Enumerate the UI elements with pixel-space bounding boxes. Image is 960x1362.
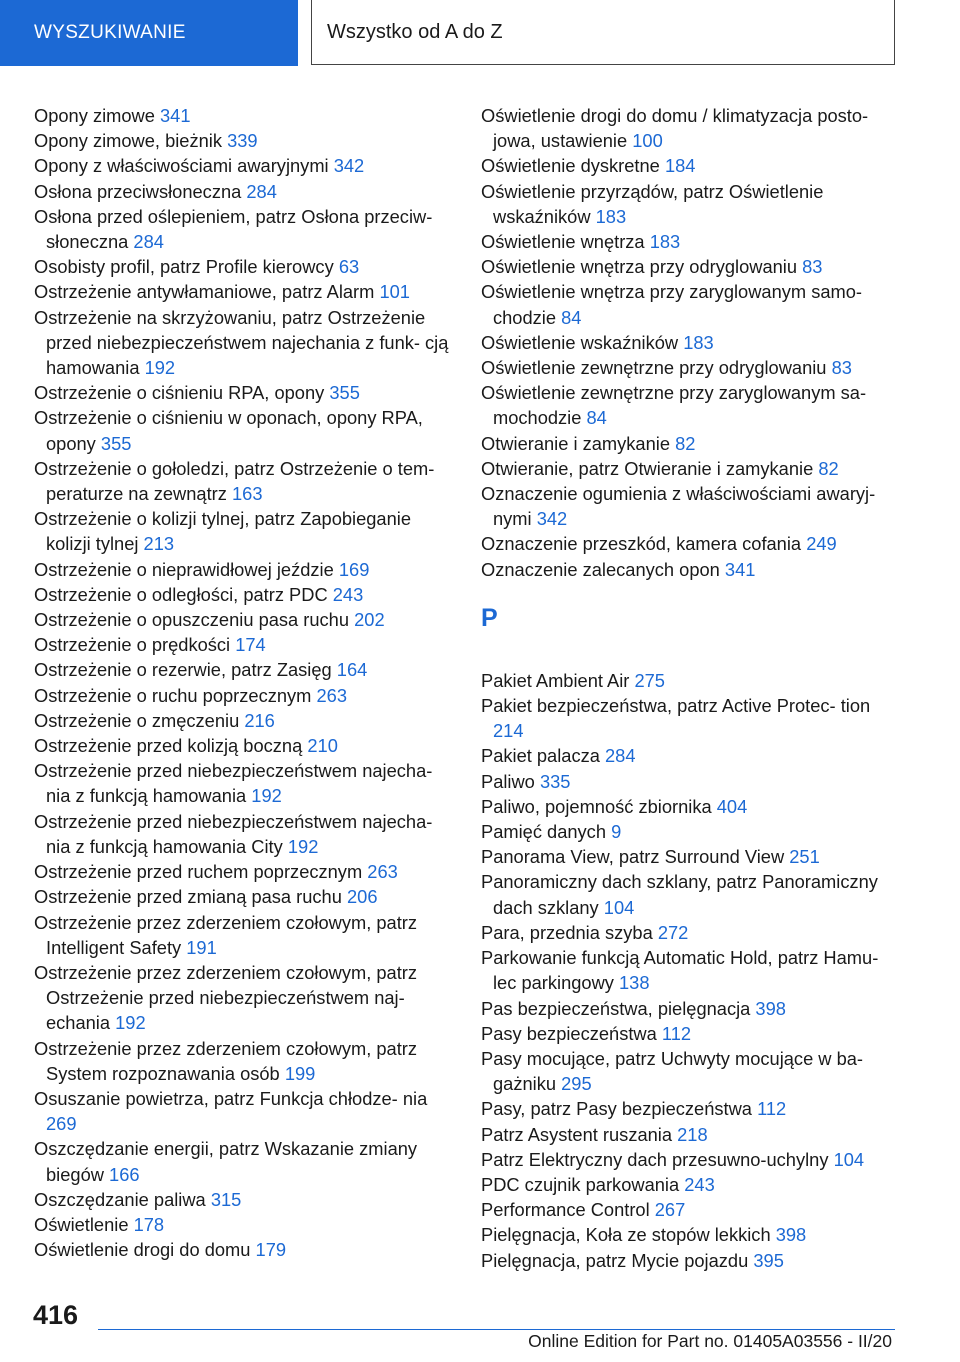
index-entry-page-link[interactable]: 178	[133, 1213, 165, 1235]
index-entry-page-link[interactable]: 342	[333, 155, 365, 177]
index-entry-text: Oznaczenie ogumienia z właściwościami awaryj‐ nymi	[481, 483, 876, 530]
index-entry-page-link[interactable]: 335	[539, 770, 571, 792]
index-entry-text: Ostrzeżenie o odległości, patrz PDC	[34, 583, 328, 605]
index-entry-text: Pasy, patrz Pasy bezpieczeństwa	[481, 1098, 752, 1120]
index-entry	[481, 844, 901, 869]
index-entry	[481, 456, 901, 481]
index-entry-page-link[interactable]: 101	[379, 281, 410, 303]
index-entry-text: Ostrzeżenie o nieprawidłowej jeździe	[34, 558, 334, 580]
index-entry-page-link[interactable]: 166	[109, 1163, 140, 1185]
index-entry-text: Ostrzeżenie przed niebezpieczeństwem najecha‐ nia z funkcją hamowania City	[34, 810, 433, 857]
index-entry-text: Oświetlenie dyskretne	[481, 155, 660, 177]
index-entry-page-link[interactable]: 251	[789, 846, 820, 868]
index-entry	[481, 153, 901, 178]
index-entry-page-link[interactable]: 192	[287, 835, 319, 857]
index-entry-page-link[interactable]: 164	[336, 659, 368, 681]
index-entry	[481, 1248, 901, 1273]
index-entry	[481, 1172, 901, 1197]
index-entry-text: Oświetlenie wskaźników	[481, 331, 679, 353]
index-entry	[34, 683, 452, 708]
index-entry	[481, 431, 901, 456]
index-entry-text: Ostrzeżenie przed ruchem poprzecznym	[34, 861, 363, 883]
header-bar	[0, 0, 960, 66]
tab-a-to-z[interactable]: Wszystko od A do Z	[311, 0, 895, 65]
index-entry-page-link[interactable]: 249	[806, 533, 837, 555]
index-entry-text: Pas bezpieczeństwa, pielęgnacja	[481, 997, 751, 1019]
index-group-o	[481, 103, 901, 582]
index-entry-text: Panorama View, patrz Surround View	[481, 846, 785, 868]
index-entry-page-link[interactable]: 284	[246, 180, 277, 202]
index-entry-text: Pamięć danych	[481, 821, 606, 843]
index-entry	[481, 254, 901, 279]
index-entry-text: Oszczędzanie energii, patrz Wskazanie zmiany biegów	[34, 1138, 418, 1185]
index-entry-text: Oświetlenie zewnętrzne przy zaryglowanym sa‐ mochodzie	[481, 382, 867, 429]
index-entry-text: Oszczędzanie paliwa	[34, 1188, 206, 1210]
index-entry	[34, 279, 452, 304]
index-entry-page-link[interactable]: 275	[634, 669, 665, 691]
index-entry-page-link[interactable]: 192	[115, 1012, 146, 1034]
index-entry	[34, 305, 452, 381]
index-entry-text: Oświetlenie przyrządów, patrz Oświetlenie wskaźników	[481, 180, 824, 227]
index-entry	[481, 869, 901, 919]
index-entry-page-link[interactable]: 163	[231, 483, 263, 505]
index-entry-page-link[interactable]: 191	[186, 936, 217, 958]
index-entry	[481, 743, 901, 768]
index-entry-text: Para, przednia szyba	[481, 921, 653, 943]
index-entry-page-link[interactable]: 206	[346, 886, 378, 908]
index-entry-text: Parkowanie funkcją Automatic Hold, patrz Hamu‐ lec parkingowy	[481, 947, 879, 994]
index-entry-page-link[interactable]: 104	[833, 1148, 865, 1170]
index-entry-page-link[interactable]: 218	[677, 1123, 708, 1145]
index-entry	[34, 1237, 452, 1262]
index-entry	[481, 668, 901, 693]
index-entry	[481, 996, 901, 1021]
index-entry-page-link[interactable]: 263	[367, 861, 398, 883]
index-entry	[34, 733, 452, 758]
index-entry-page-link[interactable]: 269	[46, 1113, 77, 1135]
index-entry-text: Osuszanie powietrza, patrz Funkcja chłodze‐ nia	[34, 1087, 428, 1109]
index-entry-page-link[interactable]: 179	[255, 1239, 287, 1261]
index-entry	[481, 1222, 901, 1247]
index-entry	[34, 632, 452, 657]
index-entry-page-link[interactable]: 210	[307, 735, 338, 757]
index-entry	[481, 330, 901, 355]
index-entry	[34, 809, 452, 859]
index-group-p	[481, 668, 901, 1273]
index-entry	[481, 945, 901, 995]
index-entry-text: Oświetlenie wnętrza przy zaryglowanym samo‐ chodzie	[481, 281, 862, 328]
index-entry-page-link[interactable]: 100	[632, 130, 663, 152]
index-entry	[34, 128, 452, 153]
index-entry-text: Ostrzeżenie przed kolizją boczną	[34, 735, 303, 757]
index-entry-text: Performance Control	[481, 1199, 650, 1221]
index-entry-text: Osobisty profil, patrz Profile kierowcy	[34, 256, 334, 278]
index-entry-page-link[interactable]: 284	[605, 745, 636, 767]
index-entry-page-link[interactable]: 267	[654, 1199, 686, 1221]
index-entry-text: Ostrzeżenie przez zderzeniem czołowym, patrz Intelligent Safety	[34, 911, 418, 958]
index-entry-text: Ostrzeżenie o kolizji tylnej, patrz Zapobieganie kolizji tylnej	[34, 508, 411, 555]
index-entry	[34, 380, 452, 405]
index-entry	[481, 531, 901, 556]
index-entry-text: Pielęgnacja, Koła ze stopów lekkich	[481, 1224, 771, 1246]
index-entry-page-link[interactable]: 183	[649, 231, 681, 253]
index-entry	[481, 693, 901, 743]
index-entry-page-link[interactable]: 398	[775, 1224, 807, 1246]
index-entry-page-link[interactable]: 83	[831, 357, 852, 379]
index-entry-text: Ostrzeżenie przed niebezpieczeństwem najecha‐ nia z funkcją hamowania	[34, 760, 433, 807]
index-entry	[481, 179, 901, 229]
page-number: 416	[33, 1300, 79, 1330]
letter-heading: P	[481, 603, 498, 632]
index-entry-text: Paliwo, pojemność zbiornika	[481, 795, 712, 817]
index-entry	[34, 884, 452, 909]
index-entry	[34, 1036, 452, 1086]
index-entry	[34, 657, 452, 682]
index-entry-page-link[interactable]: 355	[329, 382, 360, 404]
index-entry	[34, 153, 452, 178]
index-entry	[34, 405, 452, 455]
index-entry-page-link[interactable]: 174	[235, 634, 266, 656]
index-entry-page-link[interactable]: 138	[619, 972, 650, 994]
index-entry	[481, 794, 901, 819]
index-entry-text: Oświetlenie drogi do domu / klimatyzacja posto‐ jowa, ustawienie	[481, 105, 869, 152]
index-entry-page-link[interactable]: 272	[657, 921, 689, 943]
index-entry-page-link[interactable]: 192	[144, 357, 176, 379]
index-entry-text: Paliwo	[481, 770, 535, 792]
index-entry-page-link[interactable]: 82	[675, 432, 696, 454]
index-entry-page-link[interactable]: 82	[818, 457, 839, 479]
index-entry	[34, 708, 452, 733]
index-entry-page-link[interactable]: 404	[716, 795, 748, 817]
index-entry	[481, 1197, 901, 1222]
index-entry	[34, 859, 452, 884]
index-entry-text: Patrz Asystent ruszania	[481, 1123, 673, 1145]
index-entry-page-link[interactable]: 339	[227, 130, 258, 152]
index-entry	[34, 607, 452, 632]
index-entry	[481, 1147, 901, 1172]
index-entry-text: Pasy mocujące, patrz Uchwyty mocujące w ba‐ gażniku	[481, 1047, 864, 1095]
index-entry	[34, 582, 452, 607]
index-entry	[481, 380, 901, 430]
footer-divider	[98, 1329, 895, 1330]
index-entry	[34, 506, 452, 556]
index-entry	[481, 1046, 901, 1096]
index-entry-text: Oznaczenie zalecanych opon	[481, 558, 720, 580]
index-entry-page-link[interactable]: 398	[755, 997, 786, 1019]
index-entry-text: Osłona przed oślepieniem, patrz Osłona przeciw‐ słoneczna	[34, 205, 433, 253]
index-entry-page-link[interactable]: 112	[661, 1022, 692, 1044]
index-entry	[481, 769, 901, 794]
index-entry-page-link[interactable]: 183	[683, 331, 714, 353]
index-entry	[34, 1136, 452, 1186]
index-entry	[481, 229, 901, 254]
index-entry	[481, 1096, 901, 1121]
index-entry-text: Ostrzeżenie na skrzyżowaniu, patrz Ostrzeżenie przed niebezpieczeństwem najechania z funk‐ cją hamowania	[34, 306, 449, 379]
index-entry-text: Ostrzeżenie o gołoledzi, patrz Ostrzeżenie o tem‐ peraturze na zewnątrz	[34, 457, 435, 505]
index-entry-text: Panoramiczny dach szklany, patrz Panoramiczny dach szklany	[481, 871, 878, 918]
index-column-left	[34, 103, 452, 1262]
index-entry-text: Oznaczenie przeszkód, kamera cofania	[481, 533, 802, 555]
index-entry	[481, 103, 901, 153]
index-entry	[481, 279, 901, 329]
index-entry-page-link[interactable]: 199	[284, 1062, 316, 1084]
index-entry-page-link[interactable]: 341	[160, 105, 191, 126]
index-entry	[34, 557, 452, 582]
index-entry-page-link[interactable]: 295	[561, 1073, 592, 1095]
index-entry-text: Ostrzeżenie o prędkości	[34, 634, 231, 656]
index-entry	[481, 819, 901, 844]
index-entry-text: Otwieranie i zamykanie	[481, 432, 670, 454]
index-entry	[34, 204, 452, 254]
index-entry	[481, 1122, 901, 1147]
index-entry-page-link[interactable]: 112	[757, 1098, 787, 1120]
index-entry-page-link[interactable]: 184	[664, 155, 696, 177]
index-entry-page-link[interactable]: 355	[100, 432, 132, 454]
index-entry-text: Ostrzeżenie o ciśnieniu w oponach, opony RPA, opony	[34, 407, 423, 454]
index-entry-text: Pasy bezpieczeństwa	[481, 1022, 657, 1044]
index-entry-text: Oświetlenie zewnętrzne przy odryglowaniu	[481, 357, 827, 379]
index-entry	[34, 254, 452, 279]
index-entry-page-link[interactable]: 183	[595, 205, 627, 227]
index-entry-page-link[interactable]: 243	[332, 583, 364, 605]
index-entry-text: Oświetlenie wnętrza przy odryglowaniu	[481, 256, 798, 278]
index-entry-text: Opony zimowe	[34, 105, 155, 126]
index-entry-text: Ostrzeżenie o opuszczeniu pasa ruchu	[34, 609, 350, 631]
index-entry-page-link[interactable]: 9	[611, 821, 622, 843]
index-entry-text: Otwieranie, patrz Otwieranie i zamykanie	[481, 457, 814, 479]
index-entry	[34, 1187, 452, 1212]
index-entry-text: Ostrzeżenie o rezerwie, patrz Zasięg	[34, 659, 332, 681]
index-entry-text: PDC czujnik parkowania	[481, 1173, 680, 1195]
index-entry	[34, 910, 452, 960]
index-entry-text: Opony zimowe, bieżnik	[34, 130, 222, 152]
index-entry	[34, 758, 452, 808]
index-entry-text: Ostrzeżenie o ruchu poprzecznym	[34, 684, 312, 706]
index-entry-page-link[interactable]: 84	[561, 306, 582, 328]
index-entry-text: Ostrzeżenie o ciśnieniu RPA, opony	[34, 382, 325, 404]
index-entry	[481, 557, 901, 582]
index-entry-page-link[interactable]: 263	[316, 684, 347, 706]
index-entry-text: Ostrzeżenie antywłamaniowe, patrz Alarm	[34, 281, 375, 303]
index-entry-text: Patrz Elektryczny dach przesuwno-uchylny	[481, 1148, 829, 1170]
footer-edition-text: Online Edition for Part no. 01405A03556 - II/20	[528, 1331, 892, 1351]
index-entry-text: Ostrzeżenie przez zderzeniem czołowym, patrz Ostrzeżenie przed niebezpieczeństwem naj‐ echania	[34, 961, 418, 1034]
index-entry-page-link[interactable]: 63	[338, 256, 360, 278]
index-entry	[34, 960, 452, 1036]
index-entry-page-link[interactable]: 216	[244, 709, 275, 731]
index-entry-text: Oświetlenie wnętrza	[481, 231, 645, 253]
index-entry-text: Oświetlenie drogi do domu	[34, 1239, 251, 1261]
index-entry	[34, 1212, 452, 1237]
index-entry-page-link[interactable]: 83	[802, 256, 823, 278]
tab-search[interactable]: WYSZUKIWANIE	[0, 0, 298, 66]
index-entry-text: Oświetlenie	[34, 1213, 129, 1235]
index-entry-page-link[interactable]: 202	[354, 609, 385, 631]
index-entry-page-link[interactable]: 169	[338, 558, 370, 580]
index-entry-page-link[interactable]: 284	[133, 231, 164, 253]
index-entry-page-link[interactable]: 214	[493, 720, 524, 742]
index-entry-text: Ostrzeżenie o zmęczeniu	[34, 709, 240, 731]
index-entry-page-link[interactable]: 84	[586, 407, 607, 429]
index-entry	[34, 1086, 452, 1136]
index-entry	[34, 179, 452, 204]
index-entry	[34, 103, 452, 128]
index-entry-page-link[interactable]: 213	[143, 533, 175, 555]
index-entry	[481, 1021, 901, 1046]
index-entry-text: Pakiet Ambient Air	[481, 669, 630, 691]
index-entry-text: Pielęgnacja, patrz Mycie pojazdu	[481, 1249, 749, 1271]
index-column-right	[481, 103, 901, 1273]
index-entry-page-link[interactable]: 341	[724, 558, 756, 580]
index-entry-page-link[interactable]: 192	[251, 785, 282, 807]
index-entry-page-link[interactable]: 243	[684, 1173, 715, 1195]
index-entry-text: Opony z właściwościami awaryjnymi	[34, 155, 329, 177]
index-entry-page-link[interactable]: 342	[536, 508, 568, 530]
index-entry-text: Pakiet palacza	[481, 745, 600, 767]
index-entry-page-link[interactable]: 395	[753, 1249, 784, 1271]
index-entry	[481, 355, 901, 380]
index-entry	[481, 481, 901, 531]
index-entry-page-link[interactable]: 315	[210, 1188, 242, 1210]
index-entry-page-link[interactable]: 104	[603, 896, 635, 918]
index-entry-text: Ostrzeżenie przez zderzeniem czołowym, patrz System rozpoznawania osób	[34, 1037, 418, 1084]
index-entry	[34, 456, 452, 506]
index-entry-text: Pakiet bezpieczeństwa, patrz Active Protec‐ tion	[481, 695, 871, 717]
index-entry-text: Ostrzeżenie przed zmianą pasa ruchu	[34, 886, 342, 908]
index-entry	[481, 920, 901, 945]
index-entry-text: Osłona przeciwsłoneczna	[34, 180, 242, 202]
